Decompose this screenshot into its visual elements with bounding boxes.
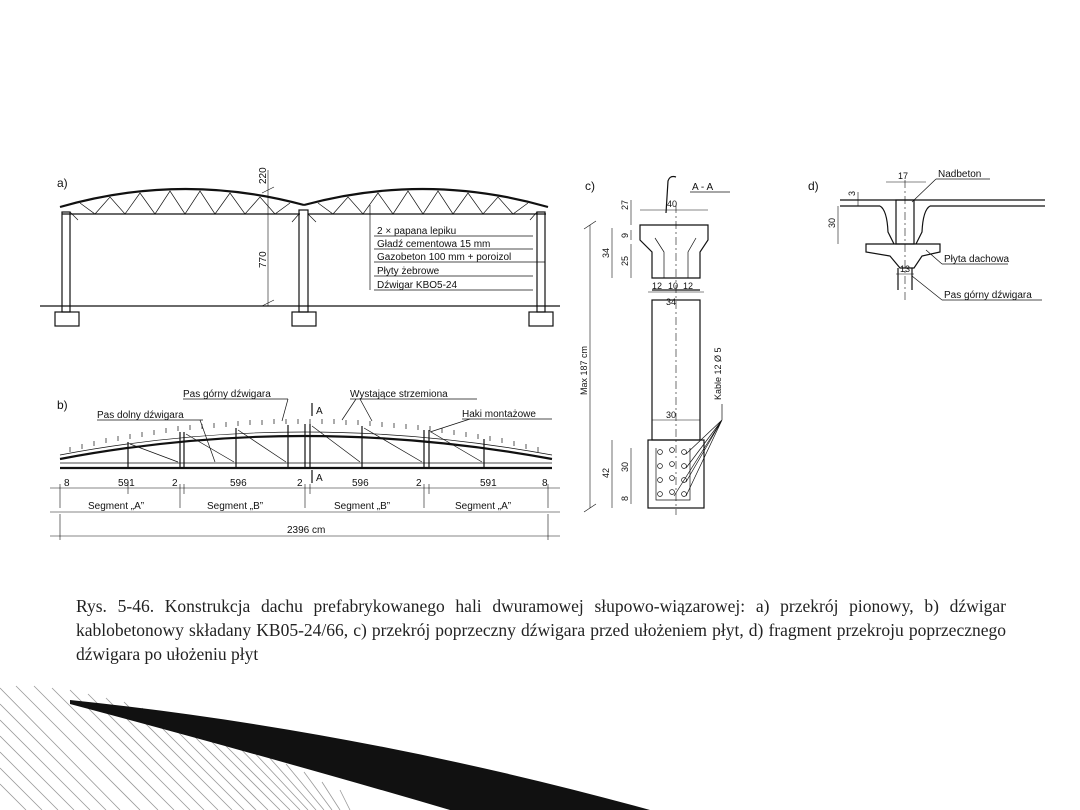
section-mark-bottom: A xyxy=(316,473,323,484)
dim-b-1: 591 xyxy=(118,478,135,489)
layers-list xyxy=(374,226,545,291)
dim-42: 42 xyxy=(601,467,611,478)
layer-4: Płyty żebrowe xyxy=(377,266,440,277)
dim-3: 3 xyxy=(847,190,857,196)
panel-c-label: c) xyxy=(585,179,595,193)
dim-8: 8 xyxy=(620,495,630,501)
layer-1: 2 × papana lepiku xyxy=(377,226,457,237)
segment-4: Segment „A” xyxy=(455,501,512,512)
dim-34-left: 34 xyxy=(601,247,611,258)
dim-9: 9 xyxy=(620,232,630,238)
corner-decoration xyxy=(0,686,650,810)
dim-12b: 12 xyxy=(683,281,694,291)
layer-3: Gazobeton 100 mm + poroizol xyxy=(377,252,512,263)
panel-b-label: b) xyxy=(57,398,68,412)
panel-d xyxy=(808,169,1045,301)
layer-5: Dźwigar KBO5-24 xyxy=(377,280,458,291)
callout-pas-gorny: Pas górny dźwigara xyxy=(183,389,271,400)
dim-770: 770 xyxy=(258,251,269,268)
dim-b-7: 591 xyxy=(480,478,497,489)
dim-220: 220 xyxy=(258,167,269,184)
section-mark-top: A xyxy=(316,406,323,417)
figure-caption: Rys. 5-46. Konstrukcja dachu prefabrykowanego hali dwuramowej słupowo-wiązarowej: a) przekrój pionowy, b) dźwigar kablobetonowy składany KB05-24/66, c) przekrój poprzeczny dźwigara przed ułożeniem płyt, d) fragment przekroju poprzecznego dźwigara po ułożeniu płyt xyxy=(76,596,1006,664)
dim-max: Max 187 cm xyxy=(579,345,589,395)
dim-10: 10 xyxy=(668,281,679,291)
callout-nadbeton: Nadbeton xyxy=(938,169,982,180)
dim-30-d: 30 xyxy=(827,217,837,228)
dim-b-0: 8 xyxy=(64,478,70,489)
dim-40: 40 xyxy=(667,199,678,209)
dim-27: 27 xyxy=(620,199,630,210)
segment-1: Segment „A” xyxy=(88,501,145,512)
dim-b-8: 8 xyxy=(542,478,548,489)
panel-a xyxy=(40,167,560,326)
dim-25: 25 xyxy=(620,255,630,266)
total-length: 2396 cm xyxy=(287,525,326,536)
dim-34-web: 34 xyxy=(666,297,677,307)
panel-c xyxy=(579,177,730,516)
callout-plyta: Płyta dachowa xyxy=(944,254,1010,265)
dim-30-bottom: 30 xyxy=(620,461,630,472)
panel-d-label: d) xyxy=(808,179,819,193)
dim-b-4: 2 xyxy=(297,478,303,489)
callout-strzemiona: Wystające strzemiona xyxy=(350,389,448,400)
dim-b-6: 2 xyxy=(416,478,422,489)
callout-pas-gorny-d: Pas górny dźwigara xyxy=(944,290,1032,301)
segment-2: Segment „B” xyxy=(207,501,264,512)
callout-pas-dolny: Pas dolny dźwigara xyxy=(97,410,184,421)
dim-b-3: 596 xyxy=(230,478,247,489)
section-title: A - A xyxy=(692,182,714,193)
dim-b-2: 2 xyxy=(172,478,178,489)
dim-17: 17 xyxy=(898,171,909,181)
dim-b-5: 596 xyxy=(352,478,369,489)
layer-2: Gładź cementowa 15 mm xyxy=(377,239,491,250)
dim-30-web: 30 xyxy=(666,410,677,420)
tendons xyxy=(658,448,687,497)
dim-13: 13 xyxy=(900,264,911,274)
dim-12a: 12 xyxy=(652,281,663,291)
kable-label: Kable 12 Ø 5 xyxy=(713,347,723,400)
panel-b xyxy=(50,389,560,540)
callout-haki: Haki montażowe xyxy=(462,409,536,420)
panel-a-label: a) xyxy=(57,176,68,190)
segment-3: Segment „B” xyxy=(334,501,391,512)
